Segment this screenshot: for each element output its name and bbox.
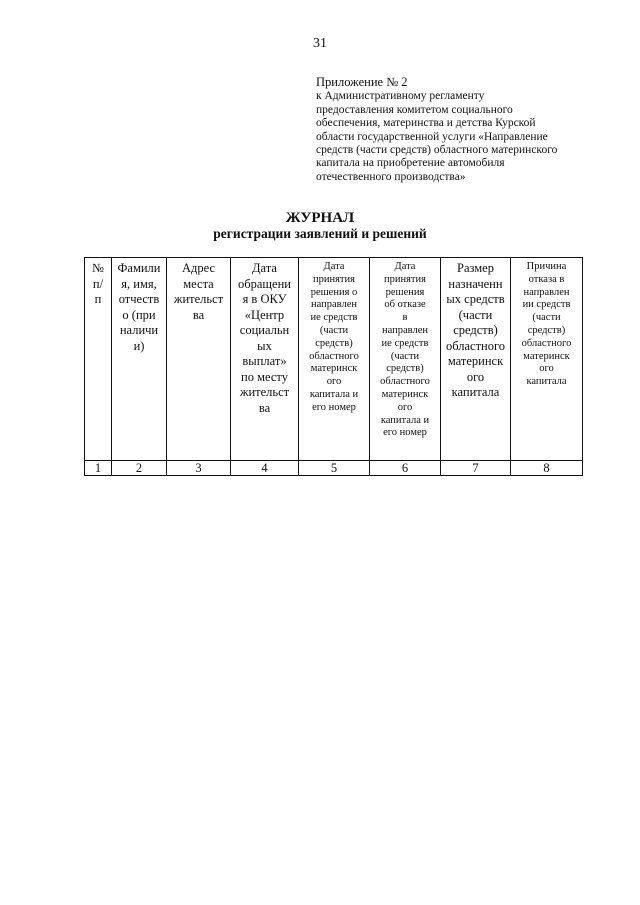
header-line: ии средств	[522, 299, 571, 311]
header-line: по месту	[241, 369, 288, 384]
header-line: «Центр	[244, 307, 285, 322]
appendix-title: Приложение № 2	[316, 75, 408, 89]
appendix-line: отечественного производства»	[316, 170, 466, 183]
header-line: об отказе	[384, 299, 426, 311]
header-cell-approval-decision-date	[299, 258, 370, 461]
table-number-row	[85, 461, 583, 476]
header-line: областного	[445, 338, 506, 353]
appendix-line: капитала на приобретение автомобиля	[316, 157, 505, 170]
appendix-line: обеспечения, материнства и детства Курской	[316, 117, 536, 130]
header-line: жительст	[173, 292, 224, 306]
header-line: материнск	[447, 354, 504, 368]
header-line: ого	[539, 363, 554, 375]
header-line: областного	[521, 337, 572, 349]
header-line: Причина	[526, 261, 567, 272]
header-line: наличи	[119, 323, 159, 337]
header-line: средств)	[315, 337, 353, 349]
column-number-cell: 8	[511, 461, 583, 476]
header-line: Адрес	[181, 261, 216, 275]
header-line: Размер	[457, 261, 494, 275]
header-line: места	[183, 276, 214, 291]
column-number-cell: 5	[299, 461, 370, 476]
header-line: п/	[92, 276, 104, 291]
header-cell-number	[85, 258, 112, 461]
header-line: выплат»	[242, 354, 287, 368]
header-line: капитала	[526, 376, 567, 388]
column-number-cell: 1	[85, 461, 112, 476]
header-line: обращени	[238, 276, 291, 291]
header-line: жительст	[239, 385, 290, 399]
header-line: ых	[257, 338, 272, 353]
header-line: решения	[385, 286, 425, 298]
header-line: средств)	[386, 363, 424, 375]
header-line: ого	[466, 369, 485, 384]
header-cell-full-name	[112, 258, 167, 461]
header-line: ых средств	[446, 292, 505, 306]
header-line: материнск	[310, 363, 358, 375]
header-cell-application-date	[231, 258, 299, 461]
header-line: направлен	[381, 324, 428, 336]
column-number-cell: 6	[370, 461, 441, 476]
header-line: материнск	[381, 388, 429, 400]
header-line: социальн	[239, 323, 290, 337]
column-number-cell: 7	[441, 461, 511, 476]
journal-subtitle: регистрации заявлений и решений	[213, 226, 427, 241]
header-line: принятия	[384, 273, 426, 285]
header-line: ва	[192, 307, 205, 322]
header-line: ого	[397, 401, 413, 413]
header-cell-refusal-decision-date	[370, 258, 441, 461]
header-line: Дата	[252, 261, 277, 275]
header-line: Дата	[394, 261, 416, 272]
header-line: в	[402, 312, 408, 324]
journal-title: ЖУРНАЛ	[285, 210, 355, 226]
header-line: областного	[380, 376, 430, 388]
appendix-line: области государственной услуги «Направление	[316, 130, 548, 143]
appendix-line: средств (части средств) областного материнского	[316, 144, 558, 157]
appendix-line: предоставления комитетом социального	[316, 103, 513, 116]
header-line: решения о	[310, 286, 358, 298]
header-line: капитала	[451, 385, 500, 399]
header-line: его номер	[383, 427, 427, 439]
header-line: (части	[532, 312, 561, 324]
appendix-block	[316, 76, 616, 184]
header-line: (части	[390, 350, 420, 362]
header-cell-funds-amount	[441, 258, 511, 461]
header-line: капитала и	[380, 414, 430, 426]
header-line: о (при	[122, 307, 156, 322]
header-cell-address	[167, 258, 231, 461]
header-line: средств)	[453, 323, 498, 337]
header-line: №	[92, 261, 104, 275]
header-line: материнск	[523, 350, 570, 362]
header-line: п	[94, 292, 102, 306]
header-line: отчеств	[118, 292, 160, 306]
header-line: отказа в	[528, 273, 565, 285]
header-line: капитала и	[309, 388, 359, 400]
header-line: (части	[319, 324, 349, 336]
header-line: средств)	[527, 324, 566, 336]
header-line: принятия	[313, 273, 355, 285]
header-cell-refusal-reason	[511, 258, 583, 461]
header-line: я в ОКУ	[242, 292, 287, 306]
header-line: и)	[133, 338, 145, 353]
header-line: ие средств	[310, 312, 358, 324]
header-line: областного	[309, 350, 359, 362]
column-number-cell: 3	[167, 461, 231, 476]
header-line: назначенн	[448, 276, 503, 291]
header-line: ие средств	[381, 337, 429, 349]
header-line: его номер	[312, 401, 356, 413]
appendix-line: к Административному регламенту	[316, 90, 485, 103]
registration-table	[84, 257, 583, 476]
table-header-row	[85, 258, 583, 461]
header-line: ва	[258, 400, 271, 415]
header-line: Дата	[323, 261, 345, 272]
page-number: 31	[313, 36, 327, 51]
header-line: я, имя,	[121, 276, 157, 291]
header-line: (части	[458, 307, 493, 322]
header-line: направлен	[310, 299, 357, 311]
column-number-cell: 2	[112, 461, 167, 476]
header-line: ого	[326, 376, 342, 388]
header-line: Фамили	[117, 261, 161, 275]
column-number-cell: 4	[231, 461, 299, 476]
header-line: направлен	[523, 286, 570, 298]
